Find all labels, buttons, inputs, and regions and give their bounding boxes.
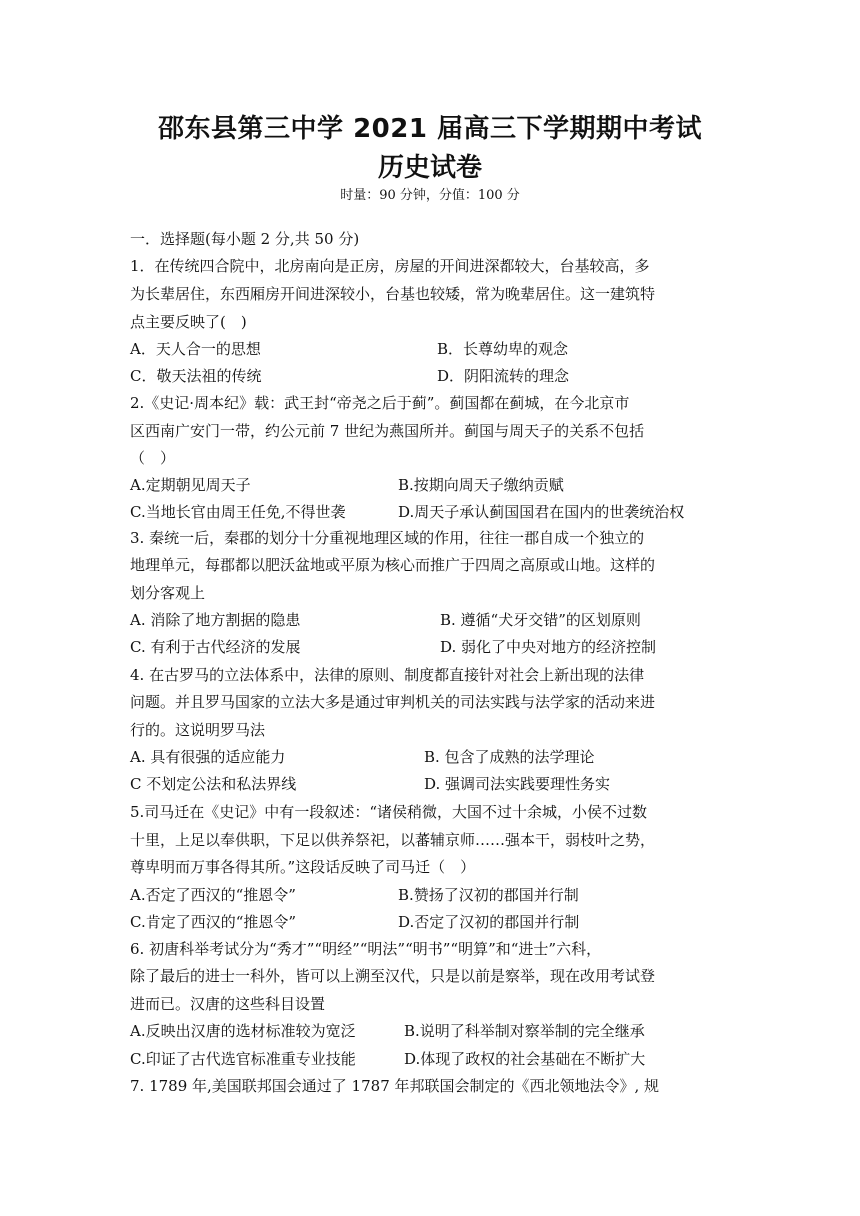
question-2-line-2: 区西南广安门一带，约公元前 7 世纪为燕国所并。蓟国与周天子的关系不包括	[130, 422, 645, 440]
question-1-option-a: A．天人合一的思想	[130, 340, 261, 358]
question-5-option-d: D.否定了汉初的郡国并行制	[398, 913, 580, 931]
question-3-line-2: 地理单元，每郡都以肥沃盆地或平原为核心而推广于四周之高原或山地。这样的	[130, 556, 656, 574]
question-5-option-c: C.肯定了西汉的“推恩令”	[130, 913, 297, 931]
question-1-option-b: B．长尊幼卑的观念	[437, 340, 569, 358]
question-1-line-1: 1．在传统四合院中，北房南向是正房，房屋的开间进深都较大，台基较高，多	[130, 257, 650, 275]
exam-subject-title: 历史试卷	[377, 153, 482, 183]
question-5-line-2: 十里，上足以奉供职，下足以供养祭祀，以蕃辅京师……强本干，弱枝叶之势，	[130, 831, 656, 849]
question-3-option-a: A. 消除了地方割据的隐患	[130, 611, 301, 629]
question-5-option-a: A.否定了西汉的“推恩令”	[130, 886, 296, 904]
question-4-line-3: 行的。这说明罗马法	[130, 721, 266, 739]
question-5-line-3: 尊卑明而万事各得其所。”这段话反映了司马迁（ ）	[130, 858, 476, 876]
question-6-option-b: B.说明了科举制对察举制的完全继承	[404, 1022, 645, 1040]
question-1-option-d: D．阴阳流转的理念	[437, 367, 570, 385]
question-4-option-a: A. 具有很强的适应能力	[130, 748, 286, 766]
question-2-option-c: C.当地长官由周王任免,不得世袭	[130, 503, 346, 521]
question-2-option-a: A.定期朝见周天子	[130, 476, 251, 494]
question-3-option-b: B. 遵循“犬牙交错”的区划原则	[440, 611, 641, 629]
question-4-option-b: B. 包含了成熟的法学理论	[424, 748, 595, 766]
question-3-option-d: D. 弱化了中央对地方的经济控制	[440, 638, 657, 656]
question-5-line-1: 5.司马迁在《史记》中有一段叙述：“诸侯稍微，大国不过十余城，小侯不过数	[130, 803, 647, 821]
question-2-option-d: D.周天子承认蓟国国君在国内的世袭统治权	[398, 503, 685, 521]
question-1-line-2: 为长辈居住，东西厢房开间进深较小，台基也较矮，常为晚辈居住。这一建筑特	[130, 285, 656, 303]
question-6-option-c: C.印证了古代选官标准重专业技能	[130, 1050, 356, 1068]
question-6-option-a: A.反映出汉唐的选材标准较为宽泛	[130, 1022, 356, 1040]
question-4-option-c: C 不划定公法和私法界线	[130, 775, 297, 793]
question-6-line-1: 6. 初唐科举考试分为“秀才”“明经”“明法”“明书”“明算”和“进士”六科，	[130, 940, 602, 958]
question-4-line-1: 4. 在古罗马的立法体系中，法律的原则、制度都直接针对社会上新出现的法律	[130, 666, 645, 684]
question-2-line-1: 2.《史记·周本纪》载：武王封“帝尧之后于蓟”。蓟国都在蓟城，在今北京市	[130, 394, 630, 412]
exam-meta: 时量：90 分钟，分值：100 分	[340, 188, 520, 203]
question-2-option-b: B.按期向周天子缴纳贡赋	[398, 476, 564, 494]
section-heading: 一．选择题(每小题 2 分,共 50 分)	[130, 230, 360, 248]
question-4-line-2: 问题。并且罗马国家的立法大多是通过审判机关的司法实践与法学家的活动来进	[130, 693, 656, 711]
question-6-line-2: 除了最后的进士一科外，皆可以上溯至汉代，只是以前是察举，现在改用考试登	[130, 967, 656, 985]
question-6-line-3: 进而已。汉唐的这些科目设置	[130, 995, 326, 1013]
question-3-line-1: 3. 秦统一后，秦郡的划分十分重视地理区域的作用，往往一郡自成一个独立的	[130, 529, 645, 547]
question-3-line-3: 划分客观上	[130, 584, 206, 602]
question-1-line-3: 点主要反映了( )	[130, 313, 247, 331]
exam-title: 邵东县第三中学 2021 届高三下学期期中考试	[158, 114, 702, 144]
question-6-option-d: D.体现了政权的社会基础在不断扩大	[404, 1050, 646, 1068]
question-1-option-c: C．敬天法祖的传统	[130, 367, 262, 385]
question-4-option-d: D. 强调司法实践要理性务实	[424, 775, 611, 793]
question-5-option-b: B.赞扬了汉初的郡国并行制	[398, 886, 579, 904]
question-2-line-3: （ ）	[130, 449, 176, 467]
question-3-option-c: C. 有利于古代经济的发展	[130, 638, 301, 656]
question-7-line-1: 7. 1789 年,美国联邦国会通过了 1787 年邦联国会制定的《西北领地法令》, 规	[130, 1077, 660, 1095]
